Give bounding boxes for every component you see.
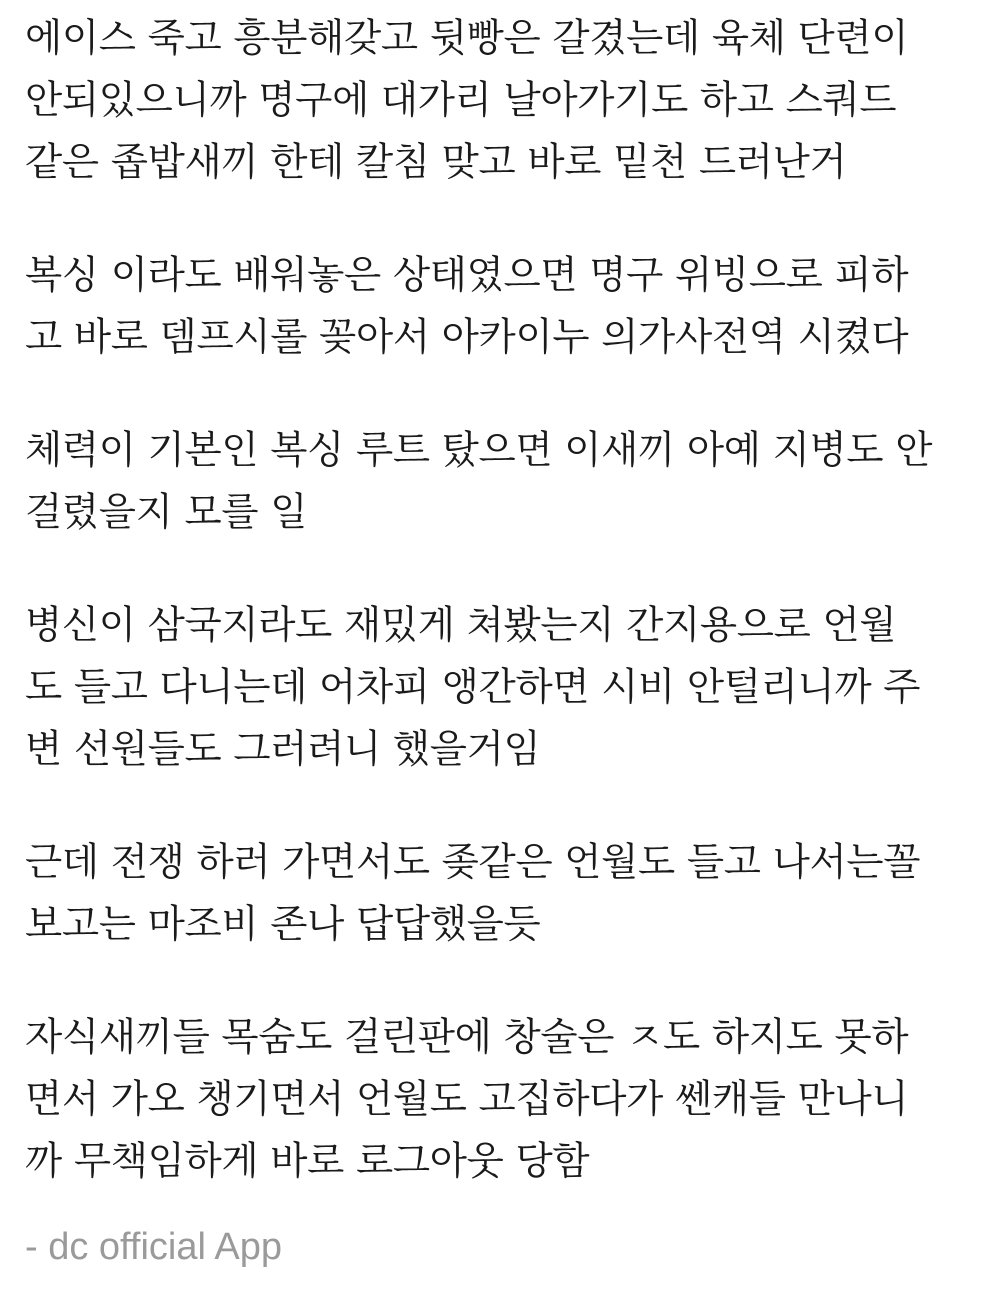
text-line: 체력이 기본인 복싱 루트 탔으면 이새끼 아예 지병도 안 <box>25 428 933 473</box>
paragraph-3 <box>25 420 985 544</box>
paragraph-4 <box>25 595 985 781</box>
text-line: 자식새끼들 목숨도 걸린판에 창술은 ㅈ도 하지도 못하 <box>25 1015 909 1060</box>
paragraph-2 <box>25 245 985 369</box>
text-line: 면서 가오 챙기면서 언월도 고집하다가 쎈캐들 만나니 <box>25 1077 909 1122</box>
text-line: 근데 전쟁 하러 가면서도 좆같은 언월도 들고 나서는꼴 <box>25 840 921 885</box>
text-line: 걸렸을지 모를 일 <box>25 490 308 535</box>
post-body <box>25 8 985 1244</box>
text-line: 에이스 죽고 흥분해갖고 뒷빵은 갈겼는데 육체 단련이 <box>25 16 909 61</box>
paragraph-6 <box>25 1007 985 1193</box>
text-line: 같은 좁밥새끼 한테 칼침 맞고 바로 밑천 드러난거 <box>25 140 847 185</box>
text-line: 복싱 이라도 배워놓은 상태였으면 명구 위빙으로 피하 <box>25 253 909 298</box>
text-line: 병신이 삼국지라도 재밌게 쳐봤는지 간지용으로 언월 <box>25 603 897 648</box>
text-line: 고 바로 뎀프시롤 꽂아서 아카이누 의가사전역 시켰다 <box>25 315 909 360</box>
text-line: 변 선원들도 그러려니 했을거임 <box>25 727 541 772</box>
text-line: 까 무책임하게 바로 로그아웃 당함 <box>25 1139 590 1184</box>
text-line: 안되있으니까 명구에 대가리 날아가기도 하고 스쿼드 <box>25 78 897 123</box>
paragraph-1 <box>25 8 985 194</box>
paragraph-5 <box>25 832 985 956</box>
app-signature: - dc official App <box>25 1226 283 1268</box>
text-line: 보고는 마조비 존나 답답했을듯 <box>25 902 541 947</box>
text-line: 도 들고 다니는데 어차피 앵간하면 시비 안털리니까 주 <box>25 665 921 710</box>
